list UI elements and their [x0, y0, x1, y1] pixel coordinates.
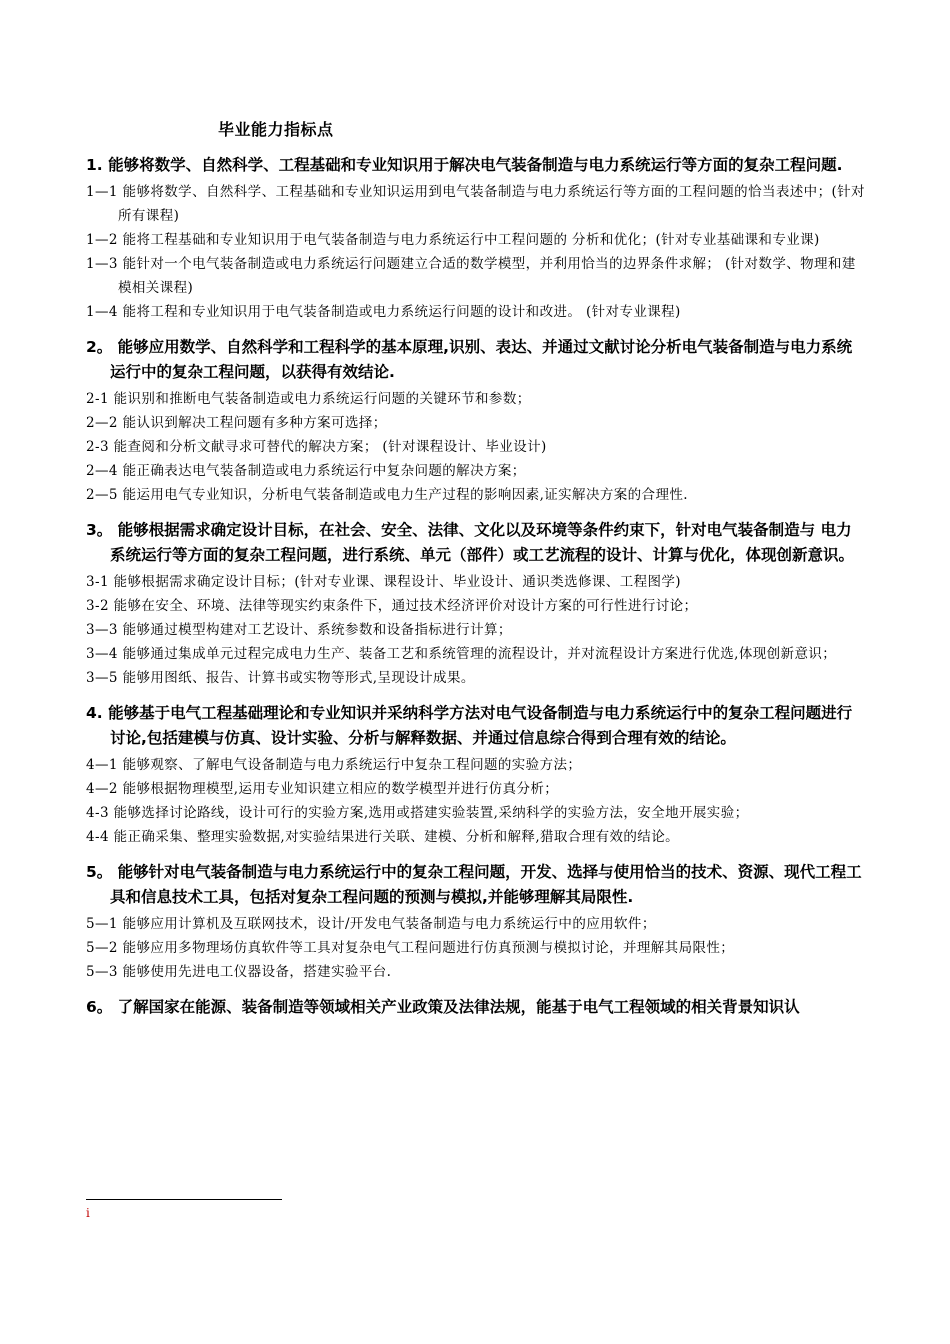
indicator-item: 2—2 能认识到解决工程问题有多种方案可选择； [86, 415, 387, 431]
page-title: 毕业能力指标点 [218, 120, 334, 139]
indicator-item: 2—5 能运用电气专业知识，分析电气装备制造或电力生产过程的影响因素,证实解决方案的合理性. [86, 487, 688, 503]
section-heading: 1. 能够将数学、自然科学、工程基础和专业知识用于解决电气装备制造与电力系统运行等方面的复杂工程问题. [86, 156, 843, 174]
indicator-item: 2-3 能查阅和分析文献寻求可替代的解决方案； (针对课程设计、毕业设计) [86, 439, 547, 455]
indicator-item: 2—4 能正确表达电气装备制造或电力系统运行中复杂问题的解决方案； [86, 463, 526, 479]
indicator-item: 2-1 能识别和推断电气装备制造或电力系统运行问题的关键环节和参数； [86, 391, 531, 407]
indicator-item: 5—2 能够应用多物理场仿真软件等工具对复杂电气工程问题进行仿真预测与模拟讨论，并理解其局限性； [86, 940, 735, 956]
indicator-item: 3-1 能够根据需求确定设计目标；(针对专业课、课程设计、毕业设计、通识类选修课、工程图学) [86, 574, 681, 590]
indicator-item: 5—3 能够使用先进电工仪器设备，搭建实验平台. [86, 964, 392, 980]
indicator-item: 3—4 能够通过集成单元过程完成电力生产、装备工艺和系统管理的流程设计，并对流程设计方案进行优选,体现创新意识； [86, 646, 837, 662]
section-heading: 6。 了解国家在能源、装备制造等领域相关产业政策及法律法规，能基于电气工程领域的相关背景知识认 [86, 998, 800, 1016]
document-body [86, 153, 866, 1031]
section-2 [86, 335, 866, 507]
indicator-item: 4-3 能够选择讨论路线，设计可行的实验方案,选用或搭建实验装置,采纳科学的实验方法，安全地开展实验； [86, 805, 749, 821]
indicator-item: 3-2 能够在安全、环境、法律等现实约束条件下，通过技术经济评价对设计方案的可行性进行讨论； [86, 598, 698, 614]
indicator-item: 3—5 能够用图纸、报告、计算书或实物等形式,呈现设计成果。 [86, 670, 475, 686]
section-heading: 4. 能够基于电气工程基础理论和专业知识并采纳科学方法对电气设备制造与电力系统运行中的复杂工程问题进行讨论,包括建模与仿真、设计实验、分析与解释数据、并通过信息综合得到合理有效的结论。 [86, 704, 853, 747]
indicator-item: 1—3 能针对一个电气装备制造或电力系统运行问题建立合适的数学模型，并利用恰当的边界条件求解； (针对数学、物理和建模相关课程) [86, 256, 856, 296]
section-heading: 3。 能够根据需求确定设计目标，在社会、安全、法律、文化以及环境等条件约束下，针对电气装备制造与 电力系统运行等方面的复杂工程问题，进行系统、单元（部件）或工艺流程的设计、计算与优化，体现创新意识。 [86, 521, 855, 564]
section-1 [86, 153, 866, 324]
section-3 [86, 518, 866, 690]
indicator-item: 4—2 能够根据物理模型,运用专业知识建立相应的数学模型并进行仿真分析； [86, 781, 559, 797]
indicator-item: 1—2 能将工程基础和专业知识用于电气装备制造与电力系统运行中工程问题的 分析和优化；(针对专业基础课和专业课) [86, 232, 820, 248]
footnote-divider [86, 1199, 282, 1200]
indicator-item: 1—4 能将工程和专业知识用于电气装备制造或电力系统运行问题的设计和改进。 (针对专业课程) [86, 304, 681, 320]
section-6 [86, 995, 866, 1020]
footnote-marker: i [86, 1206, 90, 1220]
section-heading: 5。 能够针对电气装备制造与电力系统运行中的复杂工程问题，开发、选择与使用恰当的技术、资源、现代工程工具和信息技术工具，包括对复杂工程问题的预测与模拟,并能够理解其局限性. [86, 863, 862, 906]
section-4 [86, 701, 866, 849]
indicator-item: 4—1 能够观察、了解电气设备制造与电力系统运行中复杂工程问题的实验方法； [86, 757, 582, 773]
indicator-item: 4-4 能正确采集、整理实验数据,对实验结果进行关联、建模、分析和解释,猎取合理有效的结论。 [86, 829, 680, 845]
section-heading: 2。 能够应用数学、自然科学和工程科学的基本原理,识别、表达、并通过文献讨论分析电气装备制造与电力系统运行中的复杂工程问题，以获得有效结论. [86, 338, 853, 381]
section-5 [86, 860, 866, 984]
indicator-item: 3—3 能够通过模型构建对工艺设计、系统参数和设备指标进行计算； [86, 622, 512, 638]
indicator-item: 1—1 能够将数学、自然科学、工程基础和专业知识运用到电气装备制造与电力系统运行等方面的工程问题的恰当表述中；(针对所有课程) [86, 184, 865, 224]
indicator-item: 5—1 能够应用计算机及互联网技术，设计/开发电气装备制造与电力系统运行中的应用软件； [86, 916, 656, 932]
